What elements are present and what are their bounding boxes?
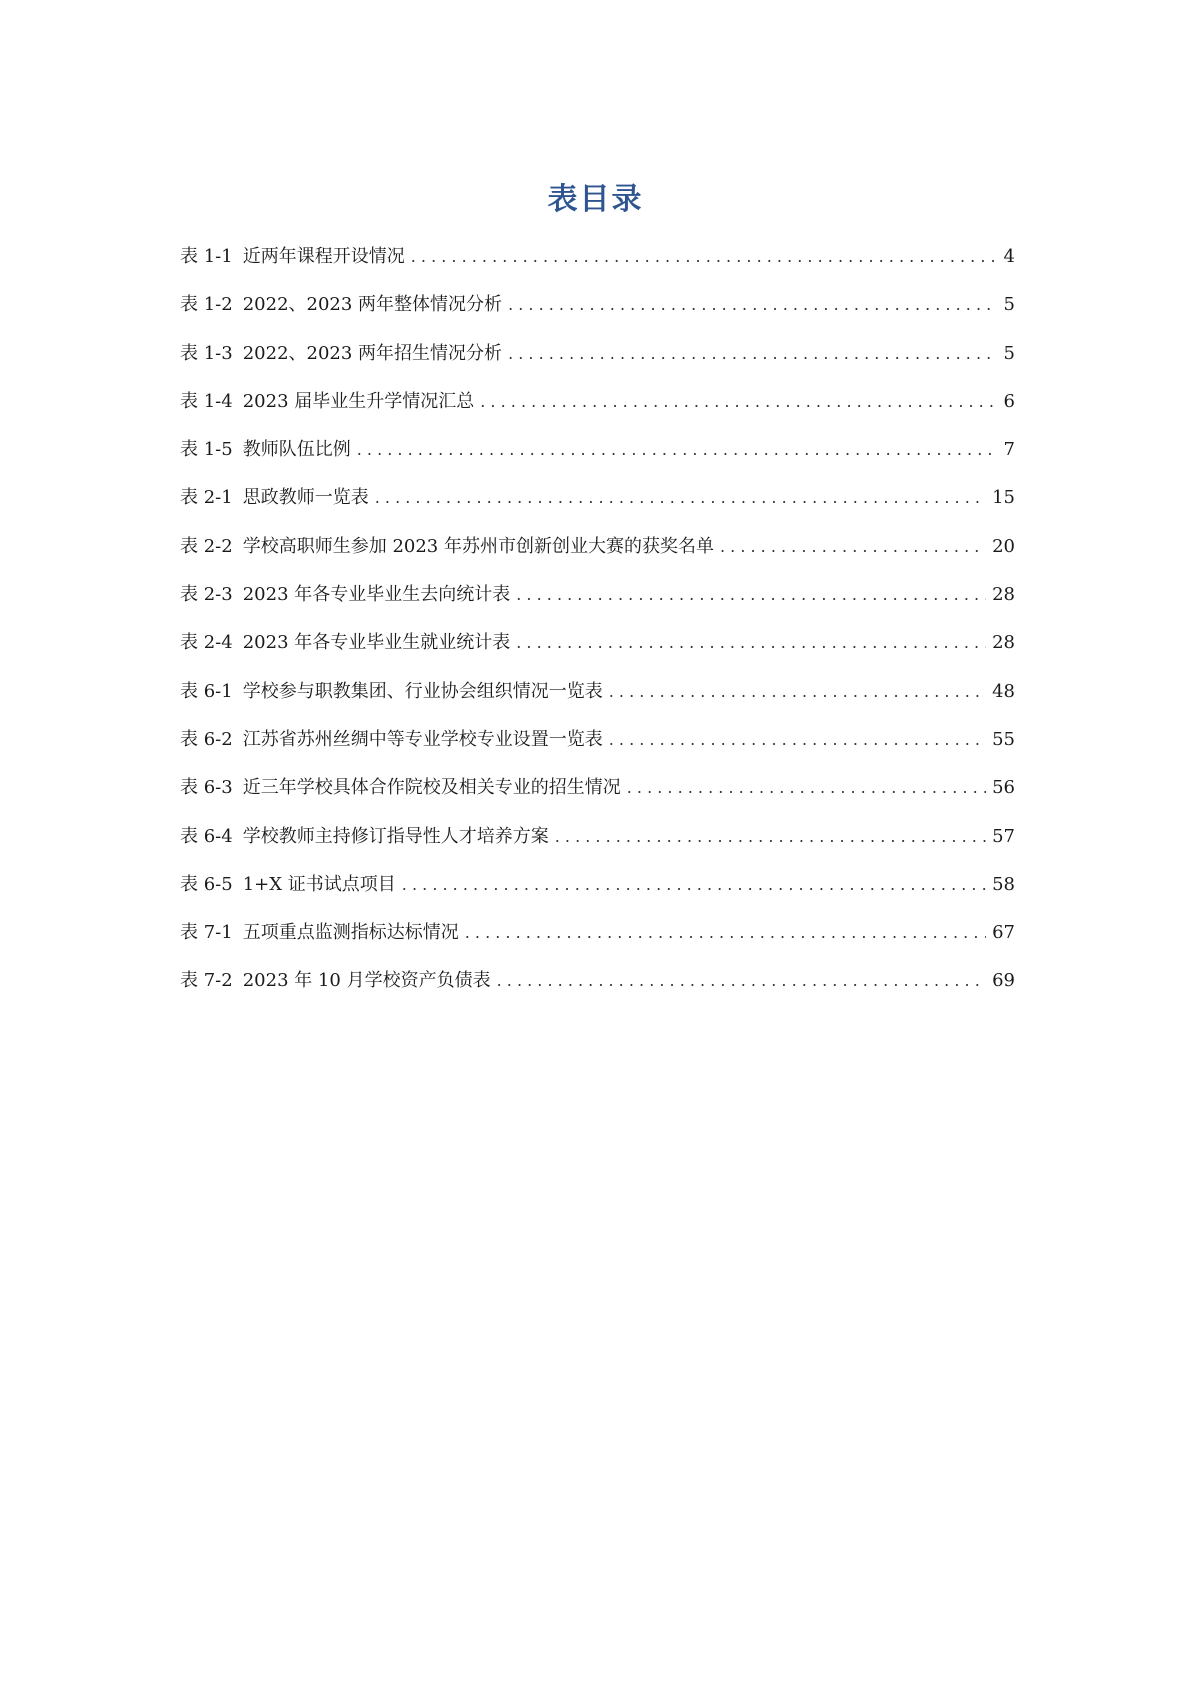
entry-label: 表 1-5 xyxy=(180,439,233,461)
dot-leader xyxy=(627,775,986,801)
entry-title: 1+X 证书试点项目 xyxy=(242,873,396,895)
toc-entry[interactable] xyxy=(180,582,1015,630)
dot-leader xyxy=(609,679,986,705)
entry-title: 思政教师一览表 xyxy=(242,487,369,509)
entry-title: 学校高职师生参加 2023 年苏州市创新创业大赛的获奖名单 xyxy=(242,535,714,557)
dot-leader xyxy=(508,292,995,318)
toc-entry[interactable] xyxy=(180,244,1015,292)
page-title: 表目录 xyxy=(547,182,644,217)
entry-title: 2023 年各专业毕业生就业统计表 xyxy=(242,632,511,654)
entry-label: 表 1-3 xyxy=(180,342,233,364)
entry-title: 近两年课程开设情况 xyxy=(242,246,405,267)
entry-title: 2023 届毕业生升学情况汇总 xyxy=(242,390,475,412)
entry-page-number: 7 xyxy=(1003,439,1015,461)
entry-page-number: 6 xyxy=(1003,390,1015,412)
toc-entry[interactable] xyxy=(180,872,1015,920)
dot-leader xyxy=(516,582,986,608)
dot-leader xyxy=(609,727,986,753)
table-of-contents xyxy=(180,244,1015,1017)
entry-label: 表 6-3 xyxy=(180,777,233,799)
toc-entry[interactable] xyxy=(180,292,1015,340)
entry-label: 表 1-1 xyxy=(180,246,233,267)
entry-title: 五项重点监测指标达标情况 xyxy=(242,922,459,944)
dot-leader xyxy=(411,244,995,270)
entry-page-number: 48 xyxy=(992,680,1015,702)
dot-leader xyxy=(402,872,986,898)
entry-title: 学校参与职教集团、行业协会组织情况一览表 xyxy=(242,680,603,702)
toc-entry[interactable] xyxy=(180,389,1015,437)
entry-page-number: 28 xyxy=(992,584,1015,606)
entry-title: 2022、2023 两年整体情况分析 xyxy=(242,294,503,316)
entry-page-number: 57 xyxy=(992,825,1015,847)
toc-entry[interactable] xyxy=(180,824,1015,872)
entry-page-number: 69 xyxy=(992,970,1015,992)
entry-label: 表 7-1 xyxy=(180,922,233,944)
entry-title: 近三年学校具体合作院校及相关专业的招生情况 xyxy=(242,777,621,799)
entry-label: 表 6-5 xyxy=(180,873,233,895)
entry-page-number: 4 xyxy=(1003,246,1015,267)
toc-entry[interactable] xyxy=(180,968,1015,1016)
entry-page-number: 58 xyxy=(992,873,1015,895)
entry-page-number: 28 xyxy=(992,632,1015,654)
dot-leader xyxy=(375,485,986,511)
entry-label: 表 2-4 xyxy=(180,632,233,654)
toc-entry[interactable] xyxy=(180,727,1015,775)
toc-entry[interactable] xyxy=(180,679,1015,727)
dot-leader xyxy=(720,534,986,560)
dot-leader xyxy=(465,920,986,946)
entry-title: 2023 年 10 月学校资产负债表 xyxy=(242,970,491,992)
entry-label: 表 2-1 xyxy=(180,487,233,509)
entry-page-number: 56 xyxy=(992,777,1015,799)
entry-title: 学校教师主持修订指导性人才培养方案 xyxy=(242,825,549,847)
dot-leader xyxy=(555,824,986,850)
dot-leader xyxy=(480,389,995,415)
dot-leader xyxy=(497,968,986,994)
entry-page-number: 5 xyxy=(1003,294,1015,316)
entry-title: 2023 年各专业毕业生去向统计表 xyxy=(242,584,511,606)
entry-label: 表 1-2 xyxy=(180,294,233,316)
dot-leader xyxy=(357,437,995,463)
entry-label: 表 6-2 xyxy=(180,728,233,750)
toc-entry[interactable] xyxy=(180,534,1015,582)
entry-page-number: 5 xyxy=(1003,342,1015,364)
entry-label: 表 1-4 xyxy=(180,390,233,412)
dot-leader xyxy=(508,341,995,367)
entry-label: 表 6-1 xyxy=(180,680,233,702)
toc-entry[interactable] xyxy=(180,437,1015,485)
entry-page-number: 55 xyxy=(992,728,1015,750)
toc-entry[interactable] xyxy=(180,341,1015,389)
entry-page-number: 67 xyxy=(992,922,1015,944)
toc-entry[interactable] xyxy=(180,920,1015,968)
entry-page-number: 20 xyxy=(992,535,1015,557)
toc-entry[interactable] xyxy=(180,485,1015,533)
entry-label: 表 2-3 xyxy=(180,584,233,606)
entry-label: 表 2-2 xyxy=(180,535,233,557)
toc-entry[interactable] xyxy=(180,630,1015,678)
entry-label: 表 6-4 xyxy=(180,825,233,847)
entry-page-number: 15 xyxy=(992,487,1015,509)
entry-title: 教师队伍比例 xyxy=(242,439,351,461)
entry-label: 表 7-2 xyxy=(180,970,233,992)
toc-entry[interactable] xyxy=(180,775,1015,823)
entry-title: 江苏省苏州丝绸中等专业学校专业设置一览表 xyxy=(242,728,603,750)
entry-title: 2022、2023 两年招生情况分析 xyxy=(242,342,503,364)
dot-leader xyxy=(516,630,986,656)
